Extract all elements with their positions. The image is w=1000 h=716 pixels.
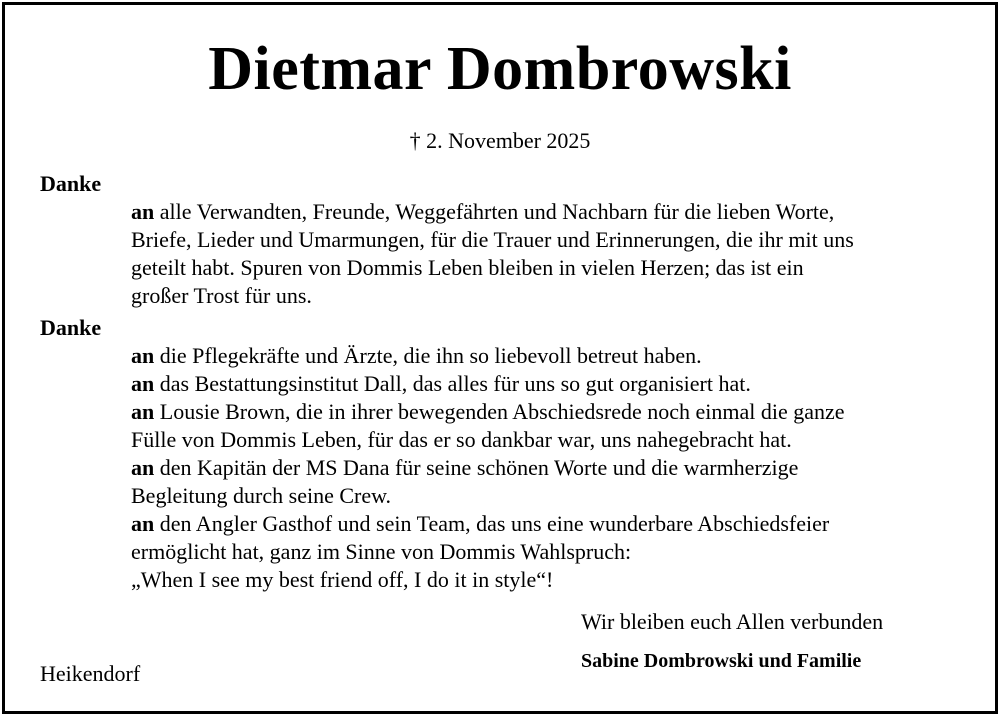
line-text: den Kapitän der MS Dana für seine schönen Worte und die warmherzige <box>159 455 799 480</box>
line-text: alle Verwandten, Freunde, Weggefährten und Nachbarn für die lieben Worte, <box>159 199 835 224</box>
an-keyword: an <box>131 399 155 424</box>
place-name: Heikendorf <box>40 661 141 686</box>
an-keyword: an <box>131 199 155 224</box>
thanks-line <box>131 254 971 282</box>
motto-line <box>131 566 971 594</box>
death-date: † 2. November 2025 <box>409 128 591 153</box>
line-text: ermöglicht hat, ganz im Sinne von Dommis Wahlspruch: <box>131 539 632 564</box>
thanks-item <box>131 454 971 482</box>
line-text: Begleitung durch seine Crew. <box>131 483 392 508</box>
thanks-line <box>131 282 971 310</box>
line-text: die Pflegekräfte und Ärzte, die ihn so liebevoll betreut haben. <box>159 343 702 368</box>
closing-line: Wir bleiben euch Allen verbunden <box>581 609 884 634</box>
thanks-line <box>131 482 971 510</box>
line-text: den Angler Gasthof und sein Team, das uns eine wunderbare Abschiedsfeier <box>159 511 830 536</box>
thanks-list-2 <box>131 342 971 594</box>
thanks-line <box>131 538 971 566</box>
line-text: Fülle von Dommis Leben, für das er so dankbar war, uns nahegebracht hat. <box>131 427 792 452</box>
line-text: geteilt habt. Spuren von Dommis Leben bleiben in vielen Herzen; das ist ein <box>131 255 804 280</box>
an-keyword: an <box>131 455 155 480</box>
line-text: Briefe, Lieder und Umarmungen, für die Trauer und Erinnerungen, die ihr mit uns <box>131 227 854 252</box>
line-text: das Bestattungsinstitut Dall, das alles für uns so gut organisiert hat. <box>159 371 751 396</box>
thanks-line <box>131 426 971 454</box>
thanks-item <box>131 342 971 370</box>
an-keyword: an <box>131 371 155 396</box>
thanks-paragraph-1 <box>131 198 971 310</box>
thanks-item <box>131 510 971 538</box>
line-text: Lousie Brown, die in ihrer bewegenden Abschiedsrede noch einmal die ganze <box>159 399 845 424</box>
an-keyword: an <box>131 343 155 368</box>
line-text: großer Trost für uns. <box>131 283 312 308</box>
line-text: „When I see my best friend off, I do it in style“! <box>131 567 554 592</box>
thanks-line <box>131 226 971 254</box>
an-keyword: an <box>131 511 155 536</box>
thanks-item <box>131 370 971 398</box>
thanks-item <box>131 398 971 426</box>
deceased-name: Dietmar Dombrowski <box>208 35 792 103</box>
thanks-line <box>131 198 971 226</box>
signature: Sabine Dombrowski und Familie <box>581 650 862 672</box>
thanks-heading-2: Danke <box>40 315 102 340</box>
thanks-heading-1: Danke <box>40 171 102 196</box>
